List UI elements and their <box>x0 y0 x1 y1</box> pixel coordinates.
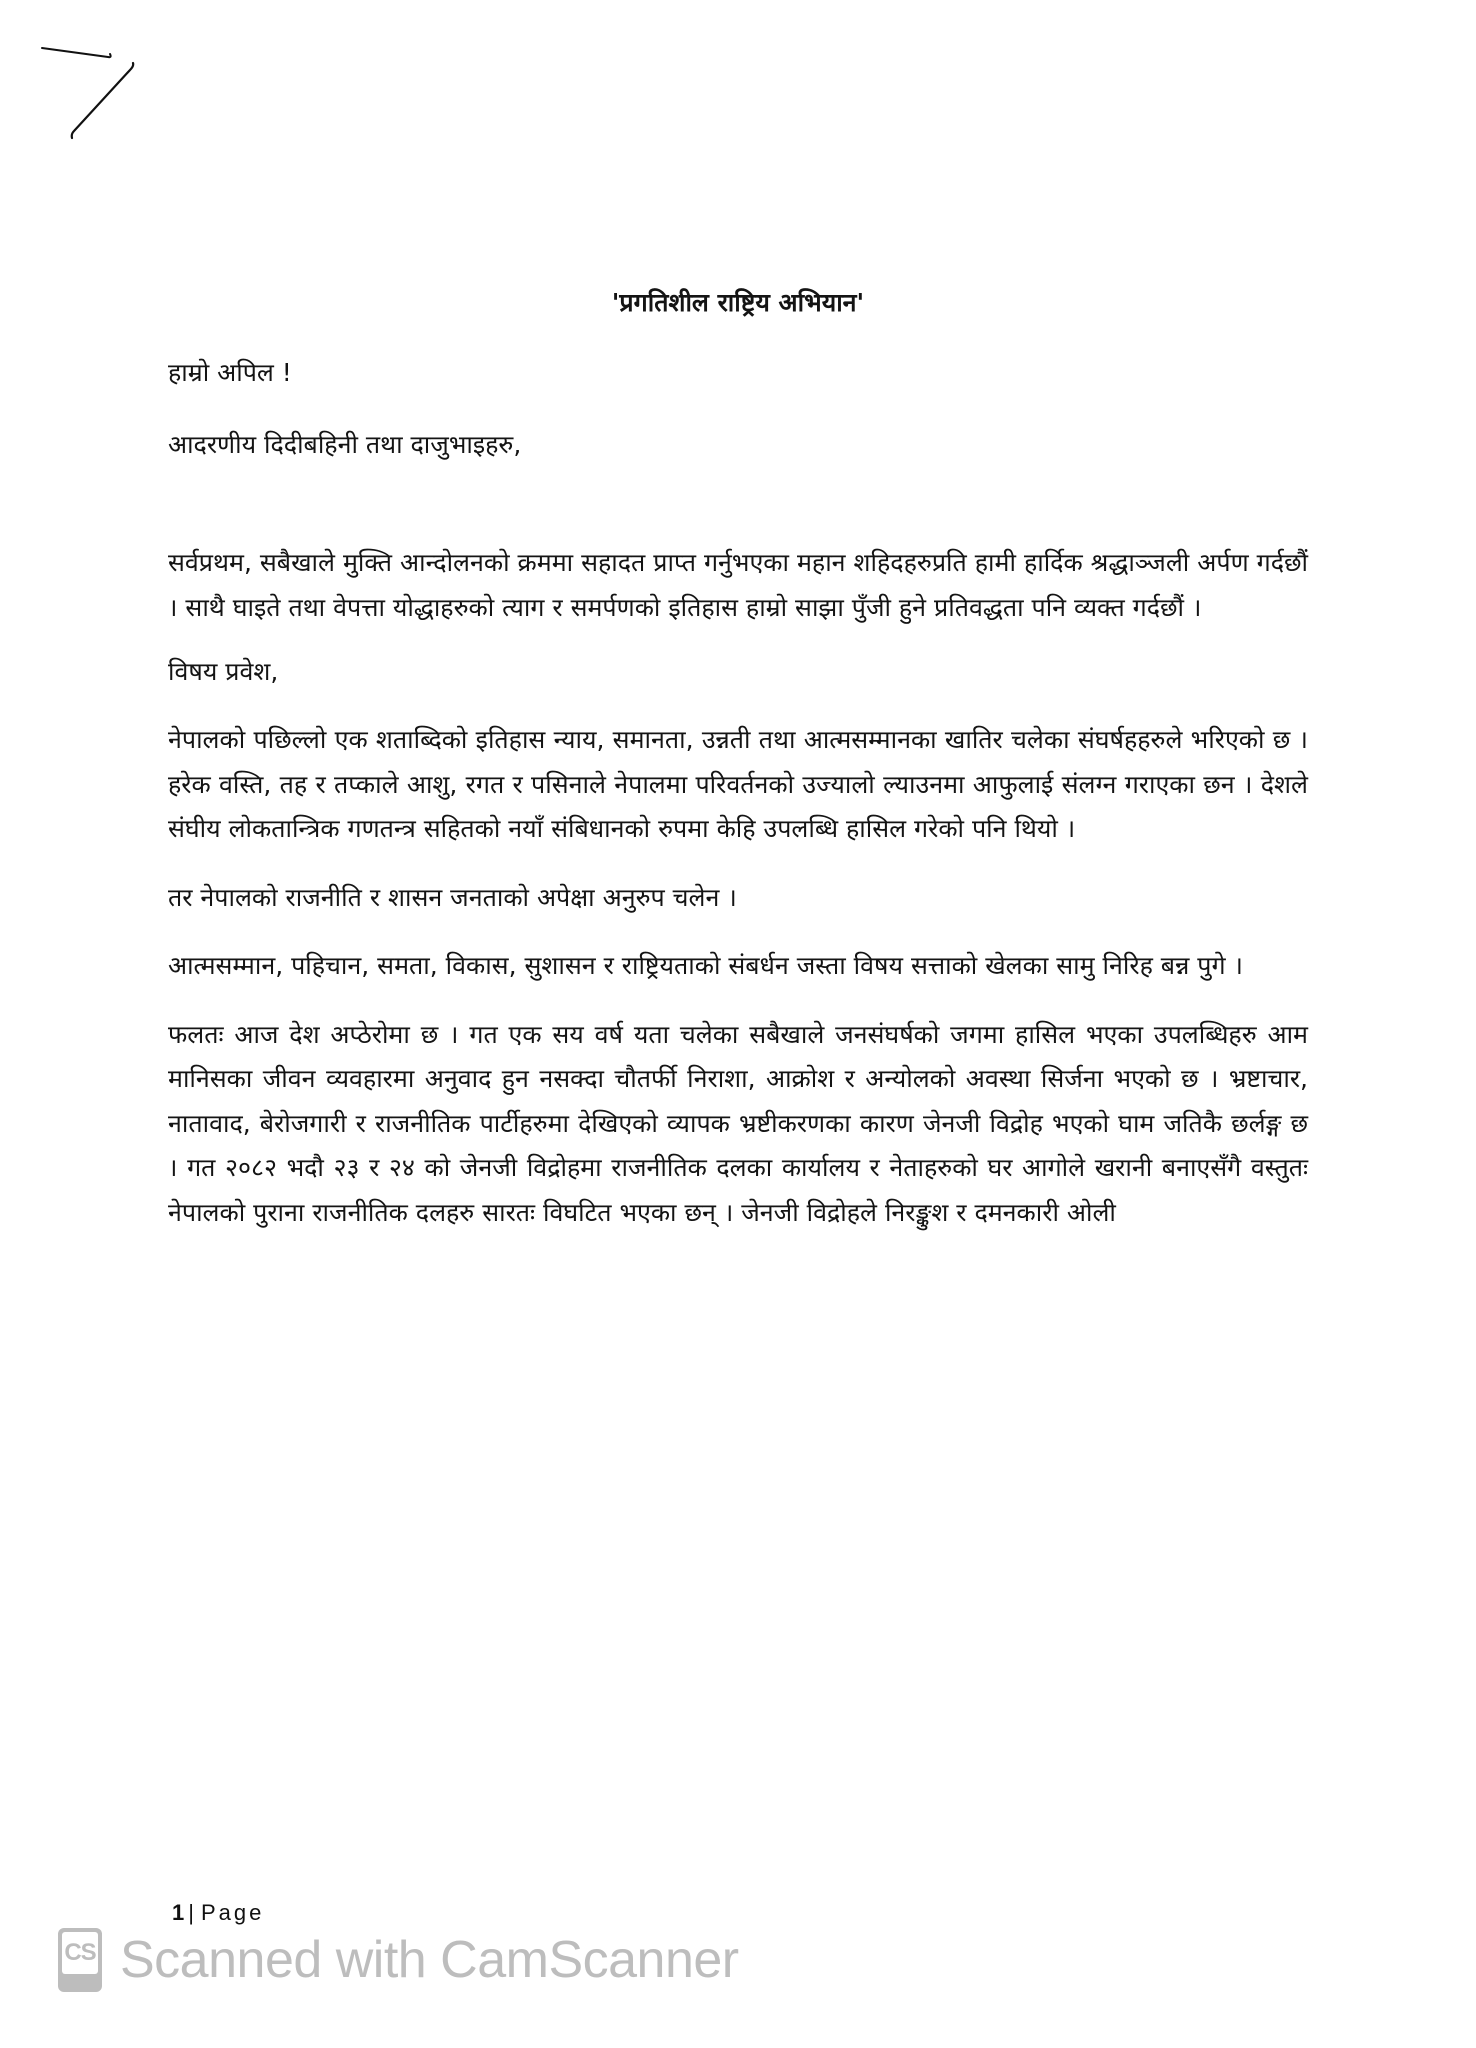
appeal-heading: हाम्रो अपिल ! <box>168 358 292 387</box>
page-footer <box>172 1900 264 1926</box>
paragraph-history: नेपालको पछिल्लो एक शताब्दिको इतिहास न्याय, समानता, उन्नती तथा आत्मसम्मानका खातिर चलेका संघर्षहहरुले भरिएको छ । हरेक वस्ति, तह र तप्काले आशु, रगत र पसिनाले नेपालमा परिवर्तनको उज्यालो ल्याउनमा आफुलाई संलग्न गराएका छन । देशले संघीय लोकतान्त्रिक गणतन्त्र सहितको नयाँ संबिधानको रुपमा केहि उपलब्धि हासिल गरेको पनि थियो । <box>168 725 1308 843</box>
handwritten-marks <box>30 30 160 160</box>
pen-stroke-slash <box>72 63 133 138</box>
camscanner-logo-icon <box>58 1928 102 1992</box>
paragraph-dignity: आत्मसम्मान, पहिचान, समता, विकास, सुशासन र राष्ट्रियताको संबर्धन जस्ता विषय सत्ताको खेलका सामु निरिह बन्न पुगे । <box>168 951 1243 980</box>
page-separator: | <box>188 1900 197 1925</box>
camscanner-logo-text: CS <box>62 1932 98 1974</box>
camscanner-text: Scanned with CamScanner <box>120 1931 739 1989</box>
paragraph-consequence: फलतः आज देश अप्ठेरोमा छ । गत एक सय वर्ष यता चलेका सबैखाले जनसंघर्षको जगमा हासिल भएका उपलब्धिहरु आम मानिसका जीवन व्यवहारमा अनुवाद हुन नसक्दा चौतर्फी निराशा, आक्रोश र अन्योलको अवस्था सिर्जना भएको छ । भ्रष्टाचार, नातावाद, बेरोजगारी र राजनीतिक पार्टीहरुमा देखिएको व्यापक भ्रष्टीकरणका कारण जेनजी विद्रोह भएको घाम जतिकै छर्लङ्ग छ । गत २०८२ भदौ २३ र २४ को जेनजी विद्रोहमा राजनीतिक दलका कार्यालय र नेताहरुको घर आगोले खरानी बनाएसँगै वस्तुतः नेपालको पुराना राजनीतिक दलहरु सारतः विघटित भएका छन् । जेनजी विद्रोहले निरङ्कुश र दमनकारी ओली <box>168 1019 1308 1227</box>
paragraph-tribute: सर्वप्रथम, सबैखाले मुक्ति आन्दोलनको क्रममा सहादत प्राप्त गर्नुभएका महान शहिदहरुप्रति हामी हार्दिक श्रद्धाञ्जली अर्पण गर्दछौं । साथै घाइते तथा वेपत्ता योद्धाहरुको त्याग र समर्पणको इतिहास हाम्रो साझा पुँजी हुने प्रतिवद्धता पनि व्यक्त गर्दछौं । <box>168 548 1308 622</box>
pen-stroke-dash <box>42 48 111 57</box>
greeting-line: आदरणीय दिदीबहिनी तथा दाजुभाइहरु, <box>168 430 522 459</box>
section-heading: विषय प्रवेश, <box>168 657 279 686</box>
document-page <box>168 285 1308 1259</box>
page-label: Page <box>200 1900 265 1925</box>
paragraph-politics: तर नेपालको राजनीति र शासन जनताको अपेक्षा अनुरुप चलेन । <box>168 882 737 912</box>
camscanner-watermark <box>58 1928 739 1992</box>
page-number: 1 <box>172 1900 185 1925</box>
document-title: 'प्रगतिशील राष्ट्रिय अभियान' <box>611 288 865 317</box>
